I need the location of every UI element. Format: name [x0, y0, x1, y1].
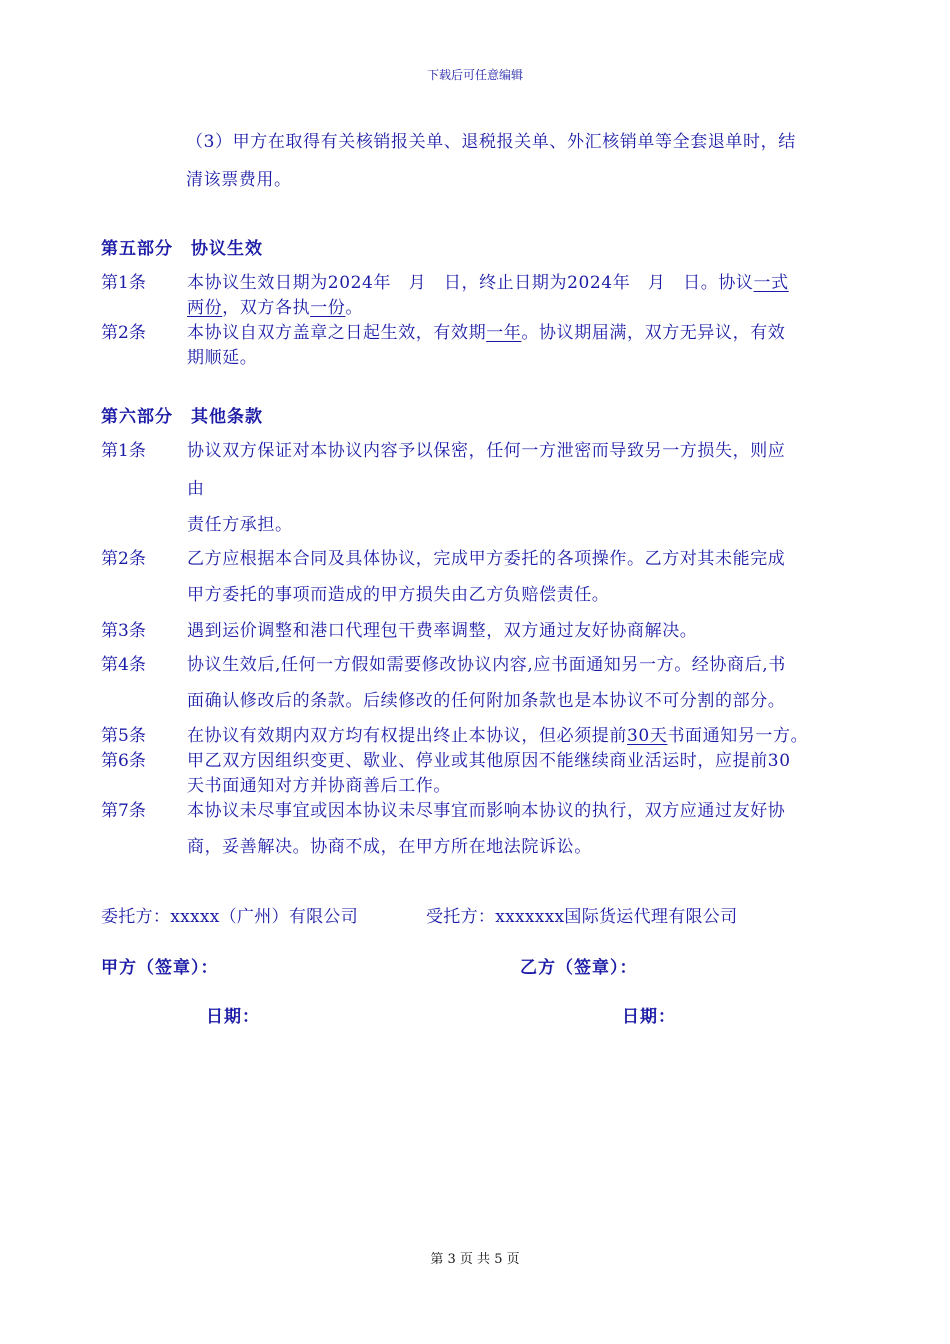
clause-5-2-text-b: 。协议期届满，双方无异议，有效 [521, 323, 786, 343]
clause-6-4-line-2: 面确认修改后的条款。后续修改的任何附加条款也是本协议不可分割的部分。 [187, 691, 786, 711]
clause-6-1-line-1: 协议双方保证对本协议内容予以保密，任何一方泄密而导致另一方损失，则应 [187, 441, 786, 461]
clause-6-2-number: 第2条 [101, 549, 146, 569]
clause-6-4-line-1: 协议生效后,任何一方假如需要修改协议内容,应书面通知另一方。经协商后,书 [187, 655, 786, 675]
clause-5-1-text-a: 本协议生效日期为2024年 月 日，终止日期为2024年 月 日。协议 [187, 273, 754, 293]
clause-6-5-underline-days: 30天 [627, 726, 668, 746]
clause-6-1-number: 第1条 [101, 441, 146, 461]
page-footer: 第 3 页 共 5 页 [430, 1252, 520, 1267]
clause-5-1-underline-copies: 一式 [753, 273, 789, 293]
party-b-signature-label: 乙方（签章）： [520, 958, 638, 978]
section-5-heading: 第五部分 协议生效 [101, 239, 263, 259]
clause-5-1-line-1 [187, 268, 789, 293]
party-a-date-label: 日期： [206, 1007, 260, 1027]
clause-5-2-underline-year: 一年 [486, 323, 522, 343]
client-party: 委托方：xxxxx（广州）有限公司 [101, 907, 359, 927]
clause-6-5-text-a: 在协议有效期内双方均有权提出终止本协议，但必须提前 [187, 726, 627, 746]
intro-line-2: 清该票费用。 [186, 170, 292, 190]
clause-6-6-line-2: 天书面通知对方并协商善后工作。 [187, 776, 451, 796]
clause-5-2-line-1 [187, 318, 785, 343]
clause-5-1-text-c: 。 [345, 298, 364, 318]
party-a-signature-label: 甲方（签章）： [101, 958, 219, 978]
clause-5-1-line-2 [187, 293, 363, 318]
page-header: 下载后可任意编辑 [426, 68, 523, 82]
clause-6-7-number: 第7条 [101, 801, 146, 821]
clause-6-7-line-1: 本协议未尽事宜或因本协议未尽事宜而影响本协议的执行，双方应通过友好协 [187, 801, 786, 821]
clause-6-3-number: 第3条 [101, 621, 146, 641]
clause-6-1-line-3: 责任方承担。 [187, 515, 293, 535]
clause-5-1-underline-two: 两份 [187, 298, 223, 318]
clause-6-1-line-2: 由 [187, 479, 205, 499]
clause-6-6-number: 第6条 [101, 751, 146, 771]
clause-6-2-line-2: 甲方委托的事项而造成的甲方损失由乙方负赔偿责任。 [187, 585, 610, 605]
clause-5-2-line-2: 期顺延。 [187, 348, 258, 368]
clause-5-1-number: 第1条 [101, 273, 146, 293]
clause-6-7-line-2: 商，妥善解决。协商不成，在甲方所在地法院诉讼。 [187, 837, 592, 857]
clause-5-2-number: 第2条 [101, 323, 146, 343]
clause-6-3-line-1: 遇到运价调整和港口代理包干费率调整，双方通过友好协商解决。 [187, 621, 698, 641]
clause-6-5-number: 第5条 [101, 726, 146, 746]
clause-6-4-number: 第4条 [101, 655, 146, 675]
clause-6-2-line-1: 乙方应根据本合同及具体协议，完成甲方委托的各项操作。乙方对其未能完成 [187, 549, 786, 569]
party-b-date-label: 日期： [622, 1007, 676, 1027]
clause-5-1-text-b: ，双方各执 [222, 298, 311, 318]
intro-line-1: （3）甲方在取得有关核销报关单、退税报关单、外汇核销单等全套退单时，结 [186, 132, 796, 152]
section-6-heading: 第六部分 其他条款 [101, 407, 263, 427]
clause-5-2-text-a: 本协议自双方盖章之日起生效，有效期 [187, 323, 487, 343]
clause-6-5-line-1 [187, 721, 808, 746]
clause-6-6-line-1: 甲乙双方因组织变更、歇业、停业或其他原因不能继续商业活运时，应提前30 [187, 751, 791, 771]
clause-5-1-underline-one: 一份 [310, 298, 346, 318]
agent-party: 受托方：xxxxxxx国际货运代理有限公司 [426, 907, 738, 927]
clause-6-5-text-b: 书面通知另一方。 [667, 726, 809, 746]
